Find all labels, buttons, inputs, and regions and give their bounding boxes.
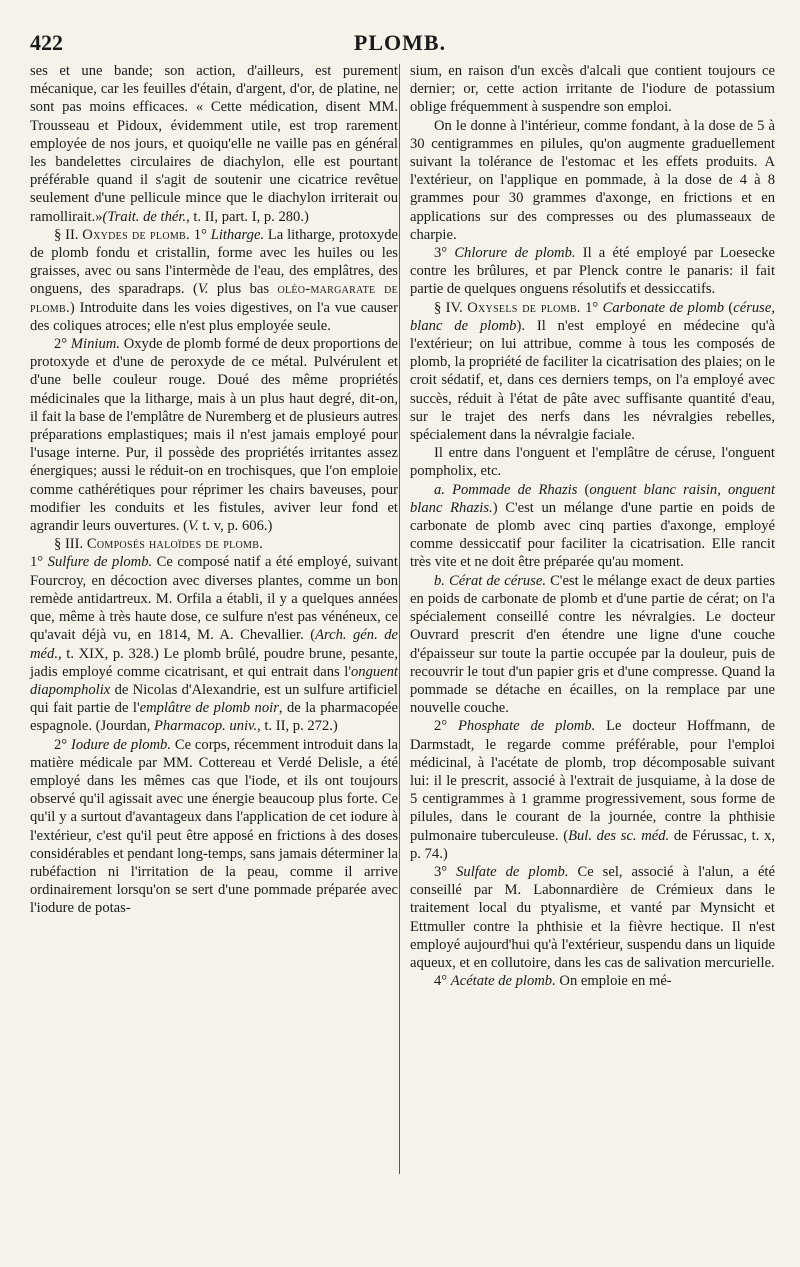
column-divider [399,64,400,1174]
paragraph-pommade-rhazis: a. Pommade de Rhazis (onguent blanc raisin, onguent blanc Rhazis.) C'est un mélange d'une partie en poids de carbonate de plomb avec cinq parties d'axonge, employé comme dessiccatif pour faciliter la cicatrisation. Elle rancit très vite et ne doit être préparée qu'au moment. [410,481,775,571]
page-number: 422 [30,30,63,55]
paragraph-iodure-continuation: sium, en raison d'un excès d'alcali que contient toujours ce dernier; or, cette action irritante de l'iodure de potassium oblige fréquemment à suspendre son emploi. [410,63,775,116]
page-header [30,30,770,58]
paragraph-acetate: 4° Acétate de plomb. On emploie en mé- [434,973,672,990]
paragraph-oxysels-carbonate: § IV. Oxysels de plomb. 1° Carbonate de plomb (céruse, blanc de plomb). Il n'est employé en médecine qu'à l'extérieur; on lui attribue, comme à tous les composés de plomb, la propriété de faciliter la cicatrisation des plaies; on le croit sédatif, et, dans ces derniers temps, on l'a employé avec succès, réduit à l'état de pâte avec suffisante quantité d'eau, sur le trajet des nerfs dans les névralgies rebelles, spécialement dans la névralgie faciale. [410,299,775,444]
paragraph-chlorure: 3° Chlorure de plomb. Il a été employé par Loesecke contre les brûlures, et par Plenck contre le panaris: il fait partie de quelques onguens résolutifs et dessiccatifs. [410,245,775,298]
paragraph-sulfate: 3° Sulfate de plomb. Ce sel, associé à l'alun, a été conseillé par M. Labonnardière de Crémieux dans le traitement local du ptyalisme, et vanté par Mynsicht et Ettmuller contre la phthisie et la fièvre hectique. Il n'est employé aujourd'hui qu'à l'extérieur, suspendu dans un liquide aqueux, et en collutoire, dans les cas de salivation mercurielle. [410,863,775,971]
paragraph-ceruse-onguent: Il entre dans l'onguent et l'emplâtre de céruse, l'onguent pompholix, etc. [410,445,775,480]
running-title: PLOMB. [353,30,447,55]
paragraph-oxydes-litharge: § II. Oxydes de plomb. 1° Litharge. La litharge, protoxyde de plomb fondu et cristallin, forme avec les huiles ou les graisses, avec ou sans l'intermède de l'eau, des emplâtres, des onguens, des sparadraps. (V. plus bas oléo-margarate de plomb.) Introduite dans les voies digestives, on l'a vue causer des coliques atroces; elle n'est plus employée seule. [30,226,399,334]
paragraph-minium: 2° Minium. Oxyde de plomb formé de deux proportions de protoxyde et d'une de peroxyde de ce métal. Pulvérulent et d'une belle couleur rouge. Doué des même propriétés médicinales que la litharge, mais à un plus haut degré, dit-on, il fait la base de l'emplâtre de Nuremberg et de plusieurs autres préparations emplastiques; mais il n'est jamais employé pour l'usage interne. Pur, il possède des propriétés irritantes assez énergiques; aussi le réduit-on en trochisques, que l'on emploie comme cathérétiques pour réprimer les chairs baveuses, pour modifier les conduits et les fistules, aviver leur fond et agrandir leurs ouvertures. (V. t. v, p. 606.) [30,336,398,535]
right-column [410,62,775,990]
paragraph-cerat-ceruse: b. Cérat de céruse. C'est le mélange exact de deux parties en poids de carbonate de plomb et d'une partie de cérat; on l'a spécialement conseillé contre les névralgies. Le docteur Ouvrard prescrit d'en étendre une ligne d'une couche d'épaisseur sur toute la partie occupée par la douleur, puis de recouvrir le tout d'un papier gris et d'une compresse. Quand la pommade se détache en écailles, on la remplace par une nouvelle couche. [410,572,775,717]
left-column [30,62,398,918]
paragraph-phosphate: 2° Phosphate de plomb. Le docteur Hoffmann, de Darmstadt, le regarde comme préférable, pour l'emploi médicinal, à l'acétate de plomb, trop décomposable suivant lui: il le prescrit, associé à l'extrait de jusquiame, à la dose de 5 centigrammes à 1 gramme progressivement, sous forme de pilules, dans le courant de la journée, contre la phthisie pulmonaire tuberculeuse. (Bul. des sc. méd. de Férussac, t. x, p. 74.) [410,718,776,862]
paragraph-composes-haloides: § III. Composés haloïdes de plomb. 1° Sulfure de plomb. Ce composé natif a été employé, suivant Fourcroy, en décoction avec diverses plantes, comme un bon remède antidartreux. M. Orfila a établi, il y a quelques années que, même à très haute dose, ce sulfure n'est pas vénéneux, ce qu'avait déjà vu, en 1814, M. A. Chevallier. (Arch. gén. de méd., t. XIX, p. 328.) Le plomb brûlé, poudre brune, pesante, jadis employé comme cicatrisant, et qui entrait dans l'onguent diapompholix de Nicolas d'Alexandrie, est un sulfure artificiel qui fait partie de l'emplâtre de plomb noir, de la pharmacopée espagnole. (Jourdan, Pharmacop. univ., t. II, p. 272.) [30,536,398,735]
paragraph-iodure: 2° Iodure de plomb. Ce corps, récemment introduit dans la matière médicale par MM. Cottereau et Verdé Delisle, a été employé dans les mêmes cas que l'iode, et ils ont toujours observé qu'il agissait avec une énergie beaucoup plus forte. Ce qu'il y a surtout d'avantageux dans l'application de cet iodure à l'extérieur, c'est qu'il peut être apposé en frictions à des doses considérables et pendant long-temps, sans jamais déterminer la rubéfaction ni l'irritation de la peau, comme il arrive ordinairement lorsqu'on se sert d'une pommade préparée avec l'iodure de potas- [30,736,398,917]
paragraph-dosage: On le donne à l'intérieur, comme fondant, à la dose de 5 à 30 centigrammes en pilules, qu'on augmente graduellement suivant la tolérance de l'estomac et les effets produits. A l'extérieur, on l'applique en pommade, à la dose de 4 à 8 grammes pour 30 grammes d'axonge, en frictions et en applications sur des compresses ou des plumasseaux de charpie. [410,117,775,243]
paragraph-bandage-continuation: ses et une bande; son action, d'ailleurs, est purement mécanique, car les feuilles d'étain, d'argent, d'or, de platine, ne sont pas moins efficaces. « Cette médication, disent MM. Trousseau et Pidoux, évidemment utile, est trop rarement employée de nos jours, et quoiqu'elle ne vaille pas en général les bandelettes circulaires de diachylon, elle est pourtant préférable quand il s'agit de soutenir une cicatrice revêtue seulement d'une pellicule mince que le diachylon irriterait ou ramollirait.»(Trait. de thér., t. II, part. I, p. 280.) [30,63,398,225]
